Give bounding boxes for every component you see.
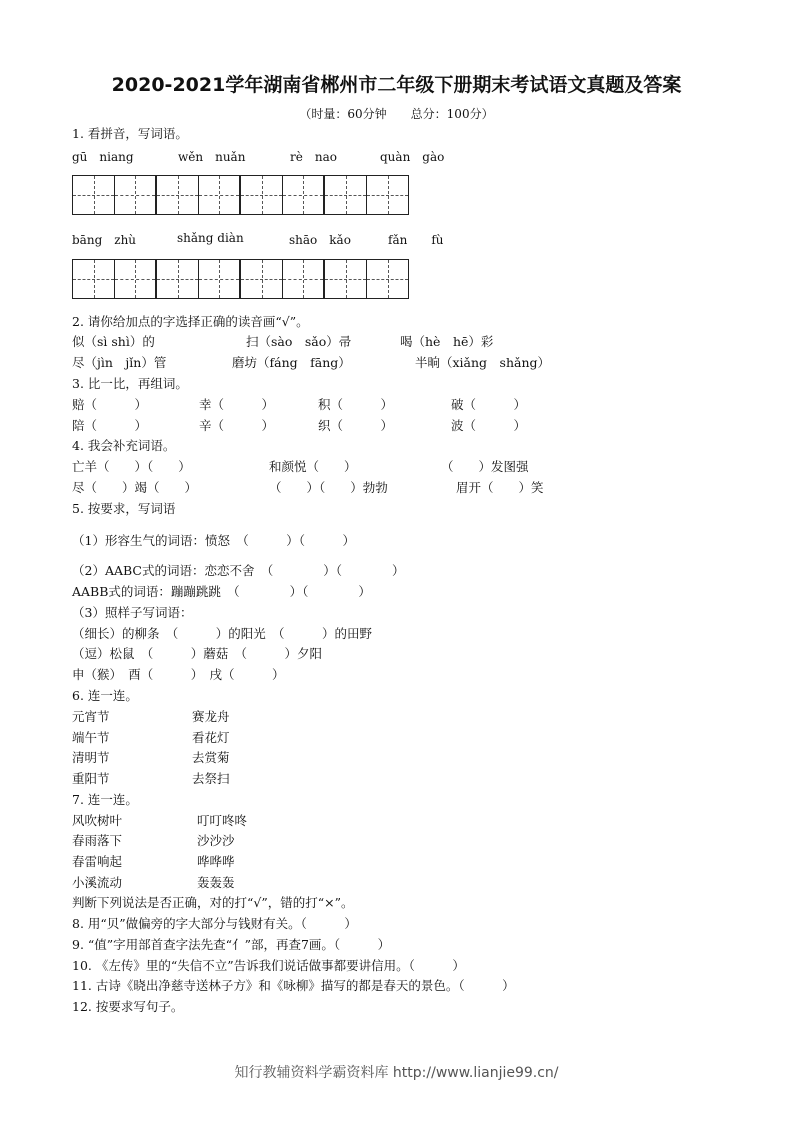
q2-item: 喝（hè hē）彩 xyxy=(400,334,494,349)
q3-item: 赔（ ） xyxy=(72,397,148,412)
q1-heading: 1. 看拼音，写词语。 xyxy=(72,126,188,141)
grid-cell[interactable] xyxy=(198,175,241,215)
q2-item: 半晌（xiǎng shǎng） xyxy=(415,355,551,370)
q6-right-item[interactable]: 赛龙舟 xyxy=(192,709,230,724)
q6-left-item[interactable]: 清明节 xyxy=(72,750,110,765)
q7-right-item[interactable]: 轰轰轰 xyxy=(197,875,235,890)
q4-item: 和颜悦（ ） xyxy=(269,459,357,474)
q3-item: 破（ ） xyxy=(451,397,527,412)
grid-cell[interactable] xyxy=(324,175,367,215)
q7-right-item[interactable]: 哗哗哗 xyxy=(197,854,235,869)
q7-right-item[interactable]: 叮叮咚咚 xyxy=(197,813,248,828)
pinyin-4: quàn gào xyxy=(380,150,445,164)
q6-right-item[interactable]: 去赏菊 xyxy=(192,750,230,765)
q2-item: 磨坊（fáng fāng） xyxy=(232,355,351,370)
judge-q9: 9. “值”字用部首查字法先查“亻”部，再查7画。（ ） xyxy=(72,937,391,952)
q6-left-item[interactable]: 重阳节 xyxy=(72,771,110,786)
grid-cell[interactable] xyxy=(240,175,283,215)
q6-heading: 6. 连一连。 xyxy=(72,688,138,703)
q3-item: 陪（ ） xyxy=(72,418,148,433)
q4-item: 尽（ ）竭（ ） xyxy=(72,480,198,495)
q4-item: （ ）发图强 xyxy=(441,459,529,474)
grid-cell[interactable] xyxy=(240,259,283,299)
judge-intro: 判断下列说法是否正确，对的打“√”，错的打“×”。 xyxy=(72,895,354,910)
footer-watermark: 知行教辅资料学霸资料库 http://www.lianjie99.cn/ xyxy=(234,1065,559,1081)
writing-grid-row-2[interactable] xyxy=(72,259,408,299)
pinyin-5: bāng zhù xyxy=(72,233,137,247)
grid-cell[interactable] xyxy=(198,259,241,299)
q2-item: 似（sì shì）的 xyxy=(72,334,155,349)
q5-heading: 5. 按要求，写词语 xyxy=(72,501,176,516)
q5-line: （2）AABC式的词语：恋恋不舍 （ ）（ ） xyxy=(72,563,405,578)
q4-heading: 4. 我会补充词语。 xyxy=(72,438,176,453)
q3-item: 幸（ ） xyxy=(199,397,275,412)
q3-item: 积（ ） xyxy=(318,397,394,412)
grid-cell[interactable] xyxy=(156,259,199,299)
q5-line: （1）形容生气的词语：愤怒 （ ）（ ） xyxy=(72,533,355,548)
q3-item: 波（ ） xyxy=(451,418,527,433)
q5-line: （细长）的柳条 （ ）的阳光 （ ）的田野 xyxy=(72,626,373,641)
q4-item: 亡羊（ ）（ ） xyxy=(72,459,191,474)
grid-cell[interactable] xyxy=(114,259,157,299)
grid-cell[interactable] xyxy=(366,259,409,299)
q3-item: 辛（ ） xyxy=(199,418,275,433)
q6-left-item[interactable]: 元宵节 xyxy=(72,709,110,724)
q7-left-item[interactable]: 风吹树叶 xyxy=(72,813,123,828)
q5-line: （逗）松鼠 （ ）蘑菇 （ ）夕阳 xyxy=(72,646,323,661)
page-title: 2020-2021学年湖南省郴州市二年级下册期末考试语文真题及答案 xyxy=(111,74,682,96)
pinyin-7: shāo kǎo xyxy=(289,233,351,247)
pinyin-8: fǎn fù xyxy=(388,233,444,247)
q2-item: 尽（jìn jǐn）管 xyxy=(72,355,167,370)
q7-left-item[interactable]: 春雷响起 xyxy=(72,854,123,869)
exam-info: （时量：60分钟 总分：100分） xyxy=(299,107,494,121)
grid-cell[interactable] xyxy=(72,175,115,215)
grid-cell[interactable] xyxy=(72,259,115,299)
pinyin-2: wěn nuǎn xyxy=(178,150,246,164)
grid-cell[interactable] xyxy=(324,259,367,299)
q6-right-item[interactable]: 去祭扫 xyxy=(192,771,230,786)
q6-left-item[interactable]: 端午节 xyxy=(72,730,110,745)
q4-item: （ ）（ ）勃勃 xyxy=(269,480,388,495)
pinyin-1: gū niang xyxy=(72,150,134,164)
grid-cell[interactable] xyxy=(114,175,157,215)
q7-left-item[interactable]: 小溪流动 xyxy=(72,875,123,890)
q3-heading: 3. 比一比，再组词。 xyxy=(72,376,188,391)
judge-q11: 11. 古诗《晓出净慈寺送林子方》和《咏柳》描写的都是春天的景色。（ ） xyxy=(72,978,515,993)
q5-line: AABB式的词语：蹦蹦跳跳 （ ）（ ） xyxy=(72,584,371,599)
q6-right-item[interactable]: 看花灯 xyxy=(192,730,230,745)
q3-item: 织（ ） xyxy=(318,418,394,433)
grid-cell[interactable] xyxy=(282,175,325,215)
grid-cell[interactable] xyxy=(156,175,199,215)
q5-line: 申（猴） 酉（ ） 戌（ ） xyxy=(72,667,285,682)
writing-grid-row-1[interactable] xyxy=(72,175,408,215)
q7-heading: 7. 连一连。 xyxy=(72,792,138,807)
pinyin-6: shǎng diàn xyxy=(177,231,244,245)
q4-item: 眉开（ ）笑 xyxy=(456,480,544,495)
grid-cell[interactable] xyxy=(282,259,325,299)
q12-heading: 12. 按要求写句子。 xyxy=(72,999,184,1014)
pinyin-3: rè nao xyxy=(290,150,337,164)
judge-q8: 8. 用“贝”做偏旁的字大部分与钱财有关。（ ） xyxy=(72,916,357,931)
q2-heading: 2. 请你给加点的字选择正确的读音画“√”。 xyxy=(72,314,309,329)
q7-right-item[interactable]: 沙沙沙 xyxy=(197,833,235,848)
grid-cell[interactable] xyxy=(366,175,409,215)
q2-item: 扫（sào sǎo）帚 xyxy=(246,334,352,349)
judge-q10: 10. 《左传》里的“失信不立”告诉我们说话做事都要讲信用。（ ） xyxy=(72,958,465,973)
q5-line: （3）照样子写词语： xyxy=(72,605,193,620)
q7-left-item[interactable]: 春雨落下 xyxy=(72,833,123,848)
